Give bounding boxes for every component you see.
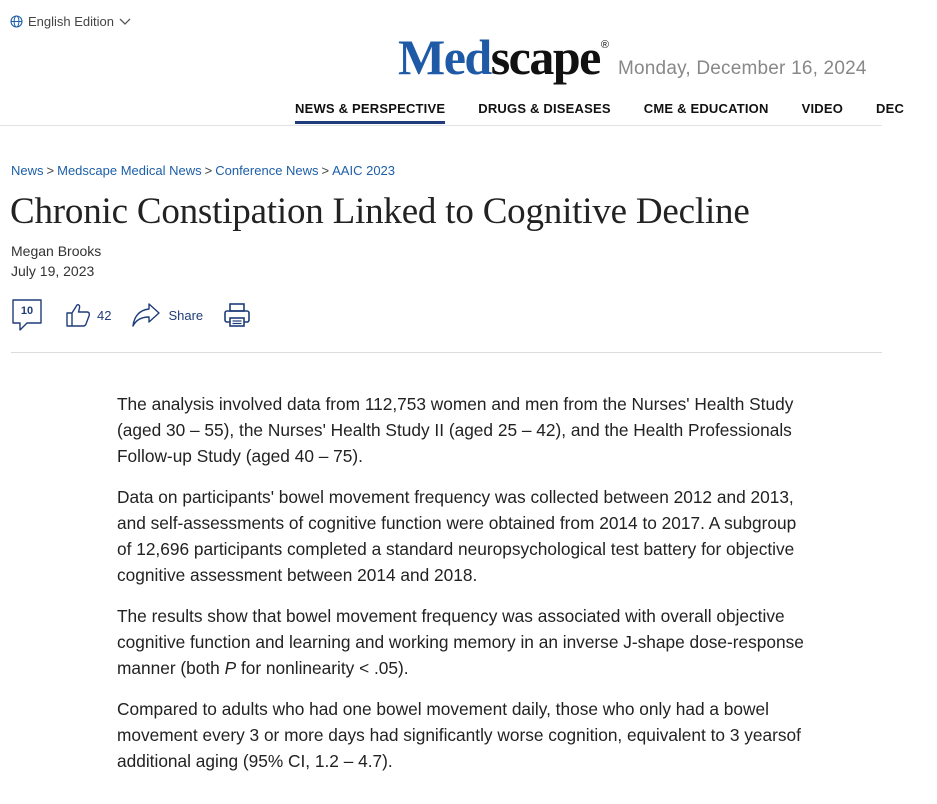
like-count: 42 — [97, 307, 112, 323]
article-paragraph: The analysis involved data from 112,753 women and men from the Nurses' Health Study (aged 30 – 55), the Nurses' Health Study II (aged 25 – 42), and the Health Professionals Follow-up Study (aged 40 – 75). — [117, 394, 794, 466]
globe-icon — [10, 15, 23, 28]
logo-med: Med — [398, 29, 491, 85]
p-value-symbol: P — [224, 658, 237, 678]
print-button[interactable] — [223, 301, 251, 329]
logo-scape: scape — [490, 29, 600, 85]
comment-count: 10 — [20, 305, 34, 317]
breadcrumb-medscape-medical-news[interactable]: Medscape Medical News — [57, 163, 202, 178]
edition-selector[interactable] — [10, 14, 131, 29]
share-arrow-icon — [131, 302, 161, 328]
current-date: Monday, December 16, 2024 — [618, 58, 867, 79]
breadcrumb — [11, 163, 395, 178]
article-title: Chronic Constipation Linked to Cognitive Decline — [10, 191, 750, 232]
article-body — [117, 391, 807, 789]
chevron-down-icon — [119, 18, 131, 26]
nav-divider — [0, 125, 882, 126]
like-button[interactable] — [65, 302, 111, 328]
medscape-logo[interactable] — [398, 29, 609, 85]
nav-news-perspective[interactable]: NEWS & PERSPECTIVE — [295, 101, 445, 124]
edition-label: English Edition — [28, 14, 114, 29]
nav-drugs-diseases[interactable]: DRUGS & DISEASES — [478, 101, 611, 116]
breadcrumb-separator: > — [321, 163, 330, 178]
article-author[interactable]: Megan Brooks — [11, 243, 102, 259]
logo-registered-mark: ® — [600, 39, 609, 51]
comments-button[interactable] — [11, 298, 43, 332]
main-nav — [295, 101, 937, 124]
breadcrumb-aaic-2023[interactable]: AAIC 2023 — [332, 163, 396, 178]
article-paragraph: Data on participants' bowel movement frequency was collected between 2012 and 2013, and self-assessments of cognitive function were obtained from 2014 to 2017. A subgroup of 12,696 participants completed a standard neuropsychological test battery for objective cognitive assessment between 2014 and 2018. — [117, 487, 797, 585]
actions-divider — [11, 352, 882, 353]
article-paragraph — [117, 603, 807, 681]
nav-video[interactable]: VIDEO — [801, 101, 844, 116]
breadcrumb-separator: > — [204, 163, 213, 178]
paragraph-text: The results show that bowel movement frequency was associated with overall objective cognitive function and learning and working memory in an inverse J-shape dose-response manner (both — [117, 606, 804, 678]
paragraph-tail: for nonlinearity < .05). — [236, 658, 409, 678]
article-actions — [11, 298, 251, 332]
printer-icon — [223, 301, 251, 329]
nav-cme-education[interactable]: CME & EDUCATION — [643, 101, 769, 116]
article-paragraph: Compared to adults who had one bowel movement daily, those who only had a bowel movement every 3 or more days had significantly worse cognition, equivalent to 3 yearsof additional aging (95% CI, 1.2 – 4.7). — [117, 699, 801, 771]
share-label: Share — [168, 307, 204, 323]
nav-decisionpoint[interactable]: DEC — [876, 101, 905, 116]
share-button[interactable] — [131, 302, 203, 328]
breadcrumb-news[interactable]: News — [11, 163, 44, 178]
thumbs-up-icon — [65, 302, 91, 328]
breadcrumb-conference-news[interactable]: Conference News — [215, 163, 319, 178]
breadcrumb-separator: > — [46, 163, 55, 178]
article-date: July 19, 2023 — [11, 263, 95, 279]
